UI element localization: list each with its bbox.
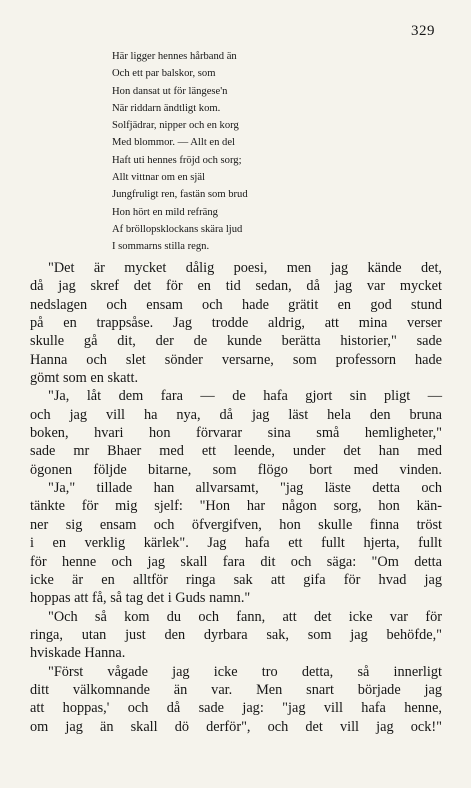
poem-line: Jungfruligt ren, fastän som brud xyxy=(112,189,248,201)
prose-line: icke är en alltför ringa sak att gifa för hvad jag xyxy=(30,571,442,588)
prose-line: i en verklig kärlek". Jag hafa ett fullt hjerta, fullt xyxy=(30,535,442,552)
prose-line: "Först vågade jag icke tro detta, så innerligt xyxy=(48,663,442,680)
poem-line: Allt vittnar om en själ xyxy=(112,172,205,184)
prose-line: hviskade Hanna. xyxy=(30,645,126,662)
poem-block xyxy=(112,48,248,256)
prose-line: "Ja, låt dem fara — de hafa gjort sin pligt — xyxy=(48,388,442,405)
prose-line: ditt välkomnande än var. Men snart började jag xyxy=(30,681,442,698)
prose-line: "Det är mycket dålig poesi, men jag kände det, xyxy=(48,260,442,276)
prose-line: då jag skref det för en tid sedan, då jag var mycket xyxy=(30,278,442,295)
prose-line: "Ja," tillade han allvarsamt, "jag läste detta och xyxy=(48,480,442,497)
prose-line: sade mr Bhaer med ett leende, under det han med xyxy=(30,443,442,460)
poem-line: Hon hört en mild refräng xyxy=(112,206,218,218)
poem-line: Af bröllopsklockans skära ljud xyxy=(112,223,243,235)
prose-block xyxy=(30,259,442,736)
prose-line: gömt som en skatt. xyxy=(30,370,139,387)
prose-line: och jag vill ha nya, då jag läst hela den bruna xyxy=(30,406,442,423)
prose-line: ögonen följde bitarne, som flögo bort med vinden. xyxy=(30,461,442,478)
poem-line: Och ett par balskor, som xyxy=(112,68,216,80)
poem-line: Solfjädrar, nipper och en korg xyxy=(112,120,239,132)
poem-line: Hon dansat ut för längese'n xyxy=(112,85,228,97)
prose-line: skulle gå dit, der de kunde berätta historier," sade xyxy=(30,333,442,350)
prose-line: på en trappsåse. Jag trodde aldrig, att mina verser xyxy=(30,315,442,332)
poem-line: Haft uti hennes fröjd och sorg; xyxy=(112,154,242,166)
poem-line: Här ligger hennes hårband än xyxy=(112,51,237,62)
prose-line: tänkte för mig sjelf: "Hon har någon sorg, hon kän- xyxy=(30,498,442,515)
prose-line: boken, hvari hon förvarar sina små hemligheter," xyxy=(30,425,442,442)
prose-line: "Och så kom du och fann, att det icke var för xyxy=(48,608,442,625)
poem-line: Med blommor. — Allt en del xyxy=(112,137,235,149)
prose-line: ringa, utan just den dyrbara sak, som jag behöfde," xyxy=(30,626,442,643)
prose-line: för henne och jag skall fara dit och säga: "Om detta xyxy=(30,553,442,570)
prose-line: Hanna och slet sönder versarne, som professorn hade xyxy=(30,351,442,368)
poem-line: När riddarn ändtligt kom. xyxy=(112,102,221,114)
prose-line: hoppas att få, så tag det i Guds namn." xyxy=(30,590,251,607)
prose-line: att hoppas,' och då sade jag: "jag vill hafa henne, xyxy=(30,700,442,717)
poem-line: I sommarns stilla regn. xyxy=(112,241,210,253)
page-number: 329 xyxy=(411,23,435,39)
prose-line: nedslagen och ensam och hade grätit en god stund xyxy=(30,296,442,313)
prose-line: ner sig ensam och öfvergifven, hon skulle finna tröst xyxy=(30,516,442,533)
prose-line: om jag än skall dö derför", och det vill jag ock!" xyxy=(30,718,442,735)
